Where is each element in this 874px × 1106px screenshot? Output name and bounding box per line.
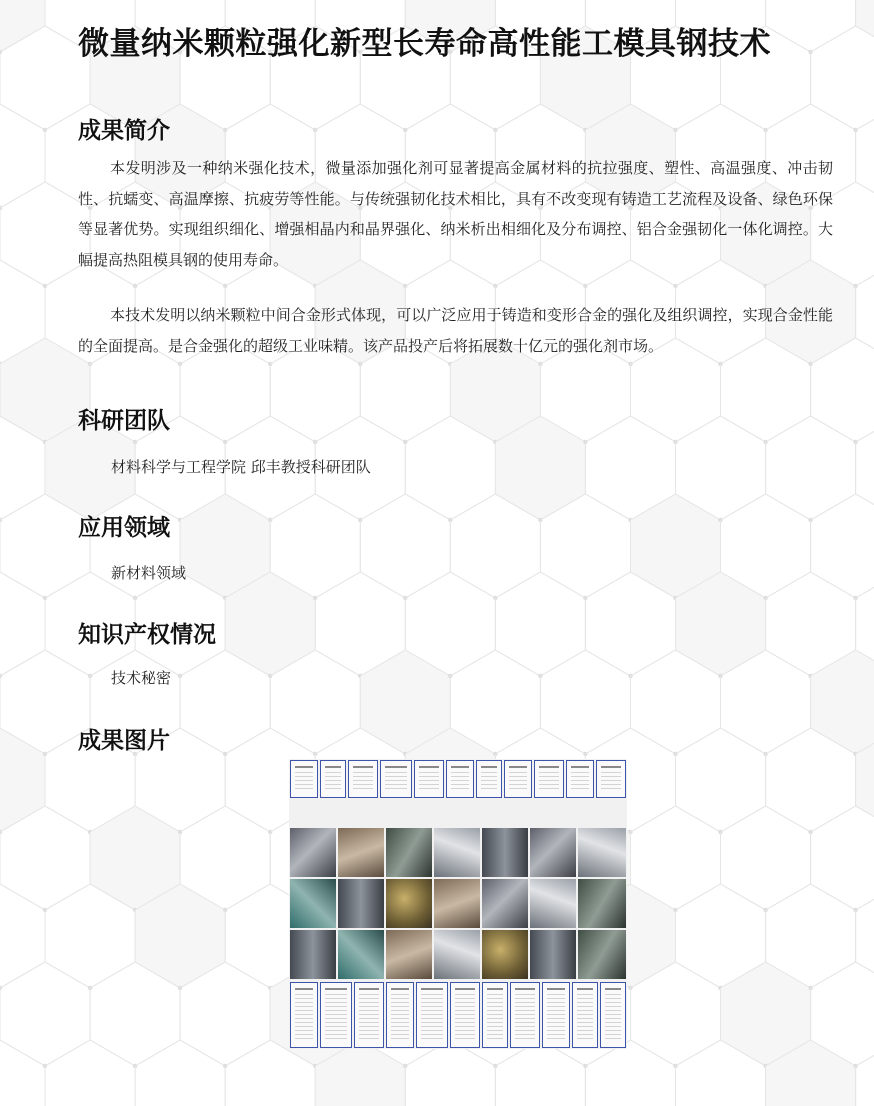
product-photo bbox=[290, 879, 336, 928]
product-photo bbox=[434, 930, 480, 979]
certificate-image bbox=[380, 760, 412, 798]
achievement-image-collage bbox=[289, 759, 627, 1049]
certificate-image bbox=[476, 760, 502, 798]
certificate-image bbox=[354, 982, 384, 1048]
certificate-image bbox=[482, 982, 508, 1048]
certificate-image bbox=[290, 982, 318, 1048]
product-photo bbox=[482, 879, 528, 928]
product-photo bbox=[386, 879, 432, 928]
certificate-image bbox=[504, 760, 532, 798]
application-text: 新材料领域 bbox=[111, 564, 187, 582]
product-photo bbox=[386, 828, 432, 877]
product-photo bbox=[338, 879, 384, 928]
section-heading-team: 科研团队 bbox=[78, 408, 170, 434]
certificate-image bbox=[596, 760, 626, 798]
certificate-image bbox=[534, 760, 564, 798]
certificate-image bbox=[542, 982, 570, 1048]
certificate-image bbox=[450, 982, 480, 1048]
ip-text: 技术秘密 bbox=[111, 669, 172, 687]
product-photo bbox=[482, 930, 528, 979]
certificate-image bbox=[510, 982, 540, 1048]
team-text: 材料科学与工程学院 邱丰教授科研团队 bbox=[111, 458, 371, 476]
certificate-image bbox=[600, 982, 626, 1048]
certificate-image bbox=[320, 982, 352, 1048]
product-photo bbox=[530, 879, 576, 928]
section-heading-ip: 知识产权情况 bbox=[78, 622, 216, 648]
certificate-image bbox=[566, 760, 594, 798]
section-heading-summary: 成果简介 bbox=[78, 118, 170, 144]
product-photo bbox=[578, 930, 626, 979]
product-photo bbox=[338, 930, 384, 979]
certificate-image bbox=[348, 760, 378, 798]
product-photo bbox=[530, 828, 576, 877]
certificate-image bbox=[572, 982, 598, 1048]
product-photo bbox=[530, 930, 576, 979]
certificate-image bbox=[414, 760, 444, 798]
product-photo bbox=[386, 930, 432, 979]
product-photo bbox=[434, 879, 480, 928]
product-photo bbox=[434, 828, 480, 877]
product-photo bbox=[338, 828, 384, 877]
certificate-image bbox=[446, 760, 474, 798]
certificate-image bbox=[290, 760, 318, 798]
product-photo bbox=[578, 828, 626, 877]
certificate-image bbox=[320, 760, 346, 798]
summary-paragraph-2: 本技术发明以纳米颗粒中间合金形式体现，可以广泛应用于铸造和变形合金的强化及组织调控，实现合金性能的全面提高。是合金强化的超级工业味精。该产品投产后将拓展数十亿元的强化剂市场。 bbox=[78, 306, 833, 355]
product-photo bbox=[290, 828, 336, 877]
section-heading-application: 应用领域 bbox=[78, 515, 170, 541]
summary-paragraph-1: 本发明涉及一种纳米强化技术，微量添加强化剂可显著提高金属材料的抗拉强度、塑性、高温强度、冲击韧性、抗蠕变、高温摩擦、抗疲劳等性能。与传统强韧化技术相比，具有不改变现有铸造工艺流程及设备、绿色环保等显著优势。实现组织细化、增强相晶内和晶界强化、纳米析出相细化及分布调控、铝合金强韧化一体化调控。大幅提高热阻模具钢的使用寿命。 bbox=[78, 159, 833, 269]
certificate-image bbox=[386, 982, 414, 1048]
document-title: 微量纳米颗粒强化新型长寿命高性能工模具钢技术 bbox=[78, 26, 771, 62]
certificate-image bbox=[416, 982, 448, 1048]
product-photo bbox=[290, 930, 336, 979]
section-heading-images: 成果图片 bbox=[78, 728, 170, 754]
product-photo bbox=[482, 828, 528, 877]
product-photo bbox=[578, 879, 626, 928]
